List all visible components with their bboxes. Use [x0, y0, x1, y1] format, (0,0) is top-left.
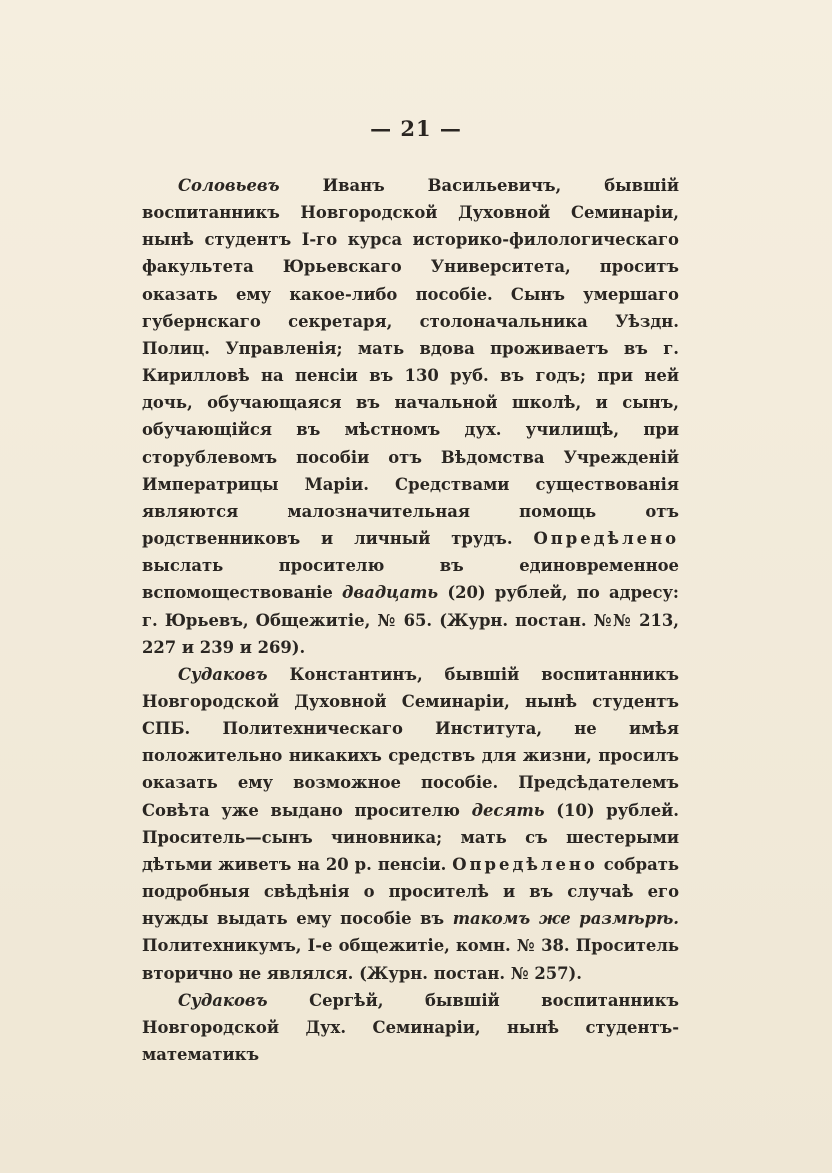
- spaced-decision-word: Опредѣлено: [452, 854, 598, 874]
- paragraph-text: Константинъ, бывшій воспитанникъ Новгородской Духовной Семинаріи, нынѣ студентъ СПБ. Политехническаго Института, не имѣя положительно никакихъ средствъ для жизни, просилъ оказать ему возможное пособіе. Предсѣдателемъ Совѣта уже выдано просителю: [142, 664, 679, 820]
- spaced-decision-word: Опредѣлено: [533, 529, 679, 549]
- italic-phrase: такомъ же размѣрѣ.: [452, 909, 679, 929]
- paragraph-sudakov-sergey: [142, 987, 679, 1068]
- document-body: [142, 172, 679, 1068]
- page-number: — 21 —: [370, 116, 462, 141]
- person-name: Судаковъ: [178, 664, 268, 684]
- paragraph-text: (10) рублей. Проситель—сынъ чиновника; мать съ шестерыми дѣтьми живетъ на 20 р. пенсіи.: [142, 800, 680, 874]
- paragraph-text: собрать подробныя свѣдѣнія о просителѣ и въ случаѣ его нужды выдать ему пособіе въ: [142, 854, 679, 929]
- paragraph-solovyev: [142, 172, 679, 661]
- paragraph-text: Сергѣй, бывшій воспитанникъ Новгородской Дух. Семинаріи, нынѣ студентъ-математикъ: [142, 990, 679, 1064]
- italic-amount: двадцать: [341, 583, 439, 603]
- person-name: Судаковъ: [178, 990, 268, 1010]
- paragraph-text: выслать просителю въ единовременное вспомоществованіе: [142, 556, 679, 603]
- paragraph-text: Иванъ Васильевичъ, бывшій воспитанникъ Новгородской Духовной Семинаріи, нынѣ студентъ І-го курса историко-филологическаго факультета Юрьевскаго Университета, проситъ оказать ему какое-либо пособіе. Сынъ умершаго губернскаго секретаря, столоначальника Уѣздн. Полиц. Управленія; мать вдова проживаетъ въ г. Кирилловѣ на пенсіи въ 130 руб. въ годъ; при ней дочь, обучающаяся въ начальной школѣ, и сынъ, обучающійся въ мѣстномъ дух. училищѣ, при сторублевомъ пособіи отъ Вѣдомства Учрежденій Императрицы Маріи. Средствами существованія являются малозначительная помощь отъ родственниковъ и личный трудъ.: [142, 176, 679, 549]
- italic-amount: десять: [471, 800, 545, 820]
- paragraph-text: (20) рублей, по адресу: г. Юрьевъ, Общежитіе, № 65. (Журн. постан. №№ 213, 227 и 239 и 269).: [142, 583, 679, 657]
- person-name: Соловьевъ: [178, 176, 280, 195]
- paragraph-sudakov-konstantin: [142, 661, 679, 987]
- paragraph-text: Политехникумъ, І-е общежитіе, комн. № 38. Проситель вторично не являлся. (Журн. постан. № 257).: [142, 936, 679, 983]
